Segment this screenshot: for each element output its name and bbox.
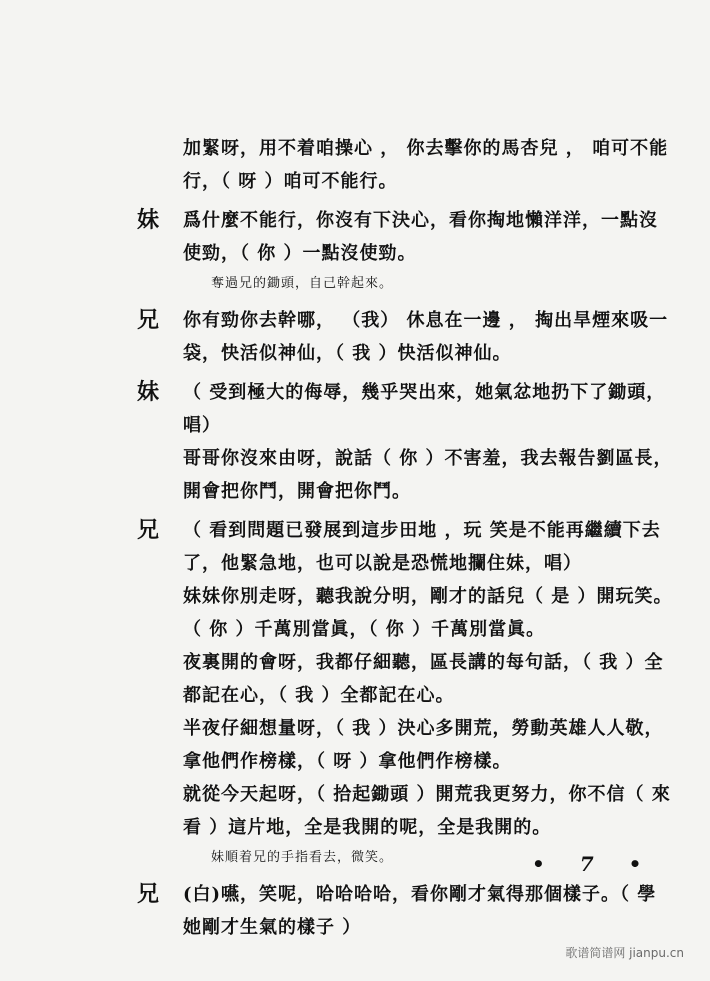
speaker-label: 兄 [137,881,161,907]
dialogue-line: （ 看到問題已發展到這步田地 ，玩 笑是不能再繼續下去 [183,520,661,541]
dialogue-line: 哥哥你沒來由呀，說話（ 你 ）不害羞，我去報告劉區長， [183,448,673,469]
script-body [137,132,673,950]
entry-lines [183,878,656,944]
dialogue-line: 爲什麼不能行，你沒有下決心，看你掏地懶洋洋，一點沒 [183,210,658,231]
dialogue-line: （ 你 ）千萬別當眞，（ 你 ）千萬別當眞。 [183,619,546,640]
entry-lines [183,204,658,298]
entry-lines [183,132,668,198]
dialogue-line: 半夜仔細想量呀，（ 我 ）決心多開荒，勞動英雄人人敬， [183,718,664,739]
dialogue-line: 拿他們作榜樣，（ 呀 ）拿他們作榜樣。 [183,751,512,772]
dialogue-line: 妹妹你別走呀，聽我說分明，剛才的話兒（ 是 ）開玩笑。 [183,586,673,607]
watermark: 歌谱简谱网 jianpu.cn [565,946,684,960]
dialogue-line: 了，他緊急地，也可以說是恐慌地攔住妹，唱） [183,553,582,574]
script-entry [137,304,669,370]
dialogue-line: 都記在心，（ 我 ）全都記在心。 [183,685,455,706]
dialogue-line: 她剛才生氣的樣子 ） [183,917,362,938]
script-entry [137,376,673,508]
dialogue-line: 夜裏開的會呀，我都仔細聽，區長講的每句話，（ 我 ）全 [183,652,664,673]
dialogue-line: (白)嚥，笑呢，哈哈哈哈，看你剛才氣得那個樣子。（ 學 [183,884,657,905]
entry-lines [183,376,673,508]
script-entry [137,878,657,944]
script-entry [137,132,669,198]
dialogue-line: 開會把你鬥，開會把你鬥。 [183,481,411,502]
dialogue-line: 行，（ 呀 ）咱可不能行。 [183,171,398,192]
dialogue-line: 使勁，（ 你 ）一點沒使勁。 [183,243,417,264]
script-entry [137,514,673,872]
script-entry [137,204,658,298]
dialogue-line: （ 受到極大的侮辱，幾乎哭出來，她氣忿地扔下了鋤頭， [183,382,666,403]
stage-direction: 奪過兄的鋤頭，自己幹起來。 [211,276,394,291]
page-number: • 7 • [532,852,656,876]
entry-lines [183,514,673,872]
dialogue-line: 袋，快活似神仙，（ 我 ）快活似神仙。 [183,343,512,364]
dialogue-line: 看 ）這片地，全是我開的呢，全是我開的。 [183,817,552,838]
speaker-label: 妹 [137,379,161,405]
entry-lines [183,304,668,370]
speaker-label: 妹 [137,207,161,233]
dialogue-line: 你有勁你去幹哪， （我） 休息在一邊 ， 掏出旱煙來吸一 [183,310,669,331]
dialogue-line: 就從今天起呀，（ 拾起鋤頭 ）開荒我更努力，你不信（ 來 [183,784,671,805]
speaker-label: 兄 [137,517,161,543]
dialogue-line: 加緊呀，用不着咱操心 ， 你去擊你的馬杏兒 ， 咱可不能 [183,138,669,159]
dialogue-line: 唱） [183,415,221,436]
stage-direction: 妹順着兄的手指看去，微笑。 [211,850,394,865]
speaker-label: 兄 [137,307,161,333]
